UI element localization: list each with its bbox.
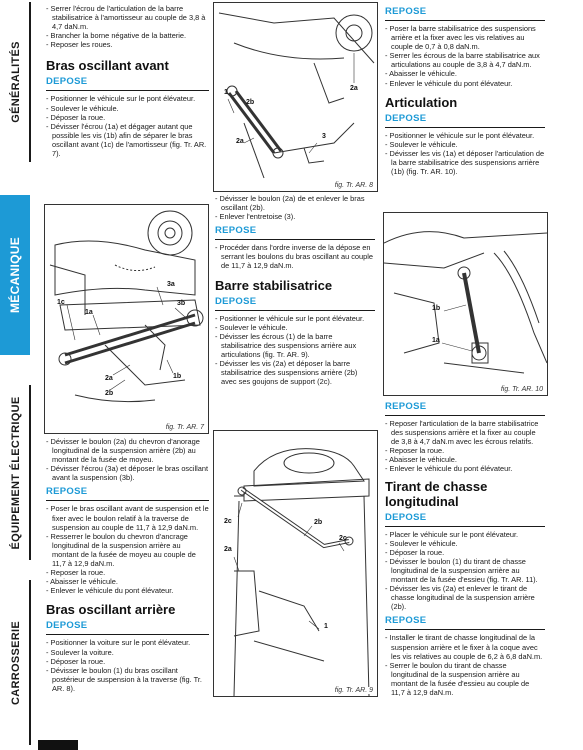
subsection-title: REPOSE bbox=[385, 401, 427, 412]
section-title: Barre stabilisatrice bbox=[215, 277, 333, 293]
list-item: - Dévisser l'écrou (3a) et déposer le bras oscillant avant la suspension (3b). bbox=[46, 464, 209, 483]
list-item: - Placer le véhicule sur le pont élévateur. bbox=[385, 529, 519, 539]
list-item: - Poser la barre stabilisatrice des suspensions arrière et la fixer avec les vis relatives au couple de 0,7 à 0,8 daN.m. bbox=[385, 24, 536, 52]
list-item: - Dévisser les vis (1a) et déposer l'articulation de la barre stabilisatrice des suspensions arrière (1b) (fig. Tr. AR. 10). bbox=[385, 148, 545, 177]
list-item: - Serrer l'écrou de l'articulation de la barre stabilisatrice à l'amortisseur au couple de 3,8 à 4,7 daN.m. bbox=[46, 4, 206, 32]
repose-list bbox=[215, 243, 375, 270]
figure-label: 1 bbox=[324, 623, 328, 630]
list-item: - Positionner le véhicule sur le pont élévateur. bbox=[215, 313, 365, 323]
figure-caption: fig. Tr. AR. 9 bbox=[334, 687, 373, 694]
figure-label: 2a bbox=[236, 138, 244, 145]
subsection-title: REPOSE bbox=[46, 486, 88, 498]
repose-list bbox=[385, 24, 545, 88]
figure-label: 2c bbox=[339, 535, 347, 542]
tab-equipement-electrique[interactable]: ÉQUIPEMENT ÉLECTRIQUE bbox=[3, 385, 31, 560]
figure-label: 1c bbox=[57, 299, 65, 306]
list-item: - Soulever le véhicule. bbox=[46, 103, 119, 113]
repose-list bbox=[385, 633, 545, 697]
figure-label: 2b bbox=[246, 99, 255, 106]
list-item: - Soulever le véhicule. bbox=[215, 322, 288, 332]
figure-label: 3b bbox=[177, 300, 186, 307]
figure-label: 2c bbox=[224, 518, 232, 525]
subsection-title: DEPOSE bbox=[46, 76, 88, 88]
figure-label: 2b bbox=[105, 390, 114, 397]
column-right bbox=[385, 0, 545, 176]
list-item: - Dévisser les vis (2a) et enlever le tirant de chasse longitudinal de la suspension arrière (2b). bbox=[385, 584, 535, 612]
list-item: - Déposer la roue. bbox=[385, 547, 445, 557]
subsection-title: DEPOSE bbox=[46, 620, 88, 632]
list-item: - Enlever le véhicule du pont élévateur. bbox=[385, 464, 513, 474]
figure-caption: fig. Tr. AR. 10 bbox=[500, 386, 543, 393]
intro-list bbox=[46, 4, 209, 49]
list-item: - Positionner le véhicule sur le pont élévateur. bbox=[46, 94, 196, 104]
list-item: - Déposer la roue. bbox=[46, 656, 106, 666]
list-item: - Abaisser le véhicule. bbox=[385, 69, 457, 79]
depose-list bbox=[385, 530, 545, 612]
list-item: - Serrer le boulon du tirant de chasse longitudinal de la suspension arrière au montant de la fusée d'essieu au couple de 11,7 à 12,9 daN.m. bbox=[385, 660, 530, 697]
section-tabs bbox=[0, 0, 36, 750]
figure-label: 2a bbox=[105, 375, 113, 382]
list-item: - Dévisser le boulon (2a) de et enlever le bras oscillant (2b). bbox=[215, 194, 365, 213]
repose-list bbox=[46, 504, 209, 595]
section-title: Articulation bbox=[385, 94, 458, 110]
list-item: - Dévisser le boulon (1) du bras oscillant postérieur de suspension à la traverse (fig. Tr. AR. 8). bbox=[46, 665, 202, 693]
list-item: - Poser le bras oscillant avant de suspension et le fixer avec le boulon relatif à la traverse de suspension au couple de 11,7 à 12,9 daN.m. bbox=[46, 504, 209, 532]
suspension-drawing bbox=[45, 205, 208, 433]
list-item: - Positionner le véhicule sur le pont élévateur. bbox=[385, 130, 535, 140]
list-item: - Reposer la roue. bbox=[385, 446, 445, 456]
list-item: - Dévisser le boulon (2a) du chevron d'anorage longitudinal de la suspension arrière (2b) au montant de la fusée de moyeu. bbox=[46, 437, 200, 465]
list-item: - Dévisser les écrous (1) de la barre stabilisatrice des suspensions arrière aux articulations (fig. Tr. AR. 9). bbox=[215, 331, 357, 359]
subsection-title: REPOSE bbox=[385, 6, 427, 17]
list-item: - Soulever le véhicule. bbox=[385, 538, 458, 548]
list-item: - Enlever le véhicule du pont élévateur. bbox=[385, 78, 513, 88]
suspension-drawing bbox=[214, 3, 377, 191]
list-item: - Abaisser le véhicule. bbox=[46, 577, 118, 587]
figure-label: 3 bbox=[322, 133, 326, 140]
list-item: - Enlever l'entretoise (3). bbox=[215, 212, 296, 222]
figure-label: 1a bbox=[85, 309, 93, 316]
list-item: - Brancher la borne négative de la batterie. bbox=[46, 31, 187, 41]
divider bbox=[385, 526, 545, 527]
list-item: - Enlever le véhicule du pont élévateur. bbox=[46, 586, 174, 596]
divider bbox=[215, 239, 375, 240]
subsection-title: REPOSE bbox=[385, 615, 427, 627]
subsection-title: DEPOSE bbox=[385, 112, 427, 124]
tab-generalites[interactable]: GÉNÉRALITÉS bbox=[3, 2, 31, 162]
list-item: - Positionner la voiture sur le pont élévateur. bbox=[46, 638, 191, 648]
list-item: - Dévisser les vis (2a) et déposer la barre stabilisatrice des suspensions arrière (2b) avec ses goujons de support (2c). bbox=[215, 359, 358, 387]
figure-label: 1 bbox=[224, 89, 228, 96]
tab-mecanique[interactable]: MÉCANIQUE bbox=[0, 195, 30, 355]
list-item: - Reposer l'articulation de la barre stabilisatrice des suspensions arrière et la fixer au couple de 3,8 à 4,7 daN.m avec les écrous relatifs. bbox=[385, 419, 539, 447]
column-middle bbox=[215, 194, 375, 386]
page-number-bar bbox=[38, 740, 78, 750]
figure-label: 1b bbox=[173, 373, 182, 380]
figure-label: 2a bbox=[224, 546, 232, 553]
list-item: - Soulever le véhicule. bbox=[385, 139, 458, 149]
figure-label: 1a bbox=[432, 337, 440, 344]
subsection-title: REPOSE bbox=[215, 225, 257, 237]
list-item: - Déposer la roue. bbox=[46, 112, 106, 122]
divider bbox=[385, 20, 545, 21]
depose-list bbox=[215, 314, 375, 387]
column-left bbox=[46, 0, 209, 158]
list-item: - Abaisser le véhicule. bbox=[385, 455, 457, 465]
divider bbox=[385, 127, 545, 128]
list-item: - Dévisser le boulon (1) du tirant de chasse longitudinal de la suspension arrière au montant de la fusée d'essieu (fig. Tr. AR. 11). bbox=[385, 556, 538, 585]
figure-tr-ar-7 bbox=[44, 204, 209, 434]
column-right-lower bbox=[385, 401, 545, 697]
figure-tr-ar-10 bbox=[383, 212, 548, 396]
subsection-title: DEPOSE bbox=[385, 511, 427, 523]
figure-tr-ar-9 bbox=[213, 430, 378, 697]
figure-label: 3a bbox=[167, 281, 175, 288]
depose-list bbox=[46, 94, 209, 158]
list-item: - Installer le tirant de chasse longitudinal de la suspension arrière et le fixer à la coque avec les vis relatives au couple de 6,2 à 6,8 daN.m. bbox=[385, 633, 543, 661]
list-item: - Reposer les roues. bbox=[46, 40, 113, 50]
articulation-drawing bbox=[384, 213, 547, 395]
list-item: - Dévisser l'écrou (1a) et dégager autant que possible les vis (1b) afin de séparer le bras oscillant avant (1c) de l'amortisseur (fig. Tr. AR. 7). bbox=[46, 121, 207, 159]
depose-list bbox=[46, 638, 209, 693]
divider bbox=[46, 634, 209, 635]
stabilizer-bar-drawing bbox=[214, 431, 377, 696]
after-fig7-list bbox=[46, 437, 209, 482]
list-item: - Reposer la roue. bbox=[46, 568, 106, 578]
divider bbox=[215, 310, 375, 311]
after-fig8-list bbox=[215, 194, 375, 221]
list-item: - Resserrer le boulon du chevron d'ancrage longitudinal de la suspension arrière au montant de la fusée de moyeu au couple de 11,7 à 12,9 daN.m. bbox=[46, 531, 196, 569]
figure-label: 1b bbox=[432, 305, 441, 312]
section-title: Tirant de chasse longitudinal bbox=[385, 478, 488, 509]
figure-caption: fig. Tr. AR. 8 bbox=[334, 182, 373, 189]
list-item: - Procéder dans l'ordre inverse de la dépose en serrant les boulons du bras oscillant au couple de 11,7 à 12,9 daN.m. bbox=[215, 243, 374, 271]
depose-list bbox=[385, 131, 545, 176]
figure-tr-ar-8 bbox=[213, 2, 378, 192]
figure-label: 2b bbox=[314, 519, 323, 526]
section-title: Bras oscillant arrière bbox=[46, 602, 176, 618]
list-item: - Serrer les écrous de la barre stabilisatrice aux articulations au couple de 3,8 à 4,7 daN.m. bbox=[385, 51, 540, 70]
section-title: Bras oscillant avant bbox=[46, 58, 169, 74]
divider bbox=[46, 90, 209, 91]
tab-carrosserie[interactable]: CARROSSERIE bbox=[3, 580, 31, 745]
divider bbox=[46, 500, 209, 501]
subsection-title: DEPOSE bbox=[215, 295, 257, 307]
figure-caption: fig. Tr. AR. 7 bbox=[165, 424, 204, 431]
divider bbox=[385, 415, 545, 416]
figure-label: 2a bbox=[350, 85, 358, 92]
column-left-lower bbox=[46, 437, 209, 693]
list-item: - Soulever la voiture. bbox=[46, 647, 114, 657]
repose-list bbox=[385, 419, 545, 474]
divider bbox=[385, 629, 545, 630]
